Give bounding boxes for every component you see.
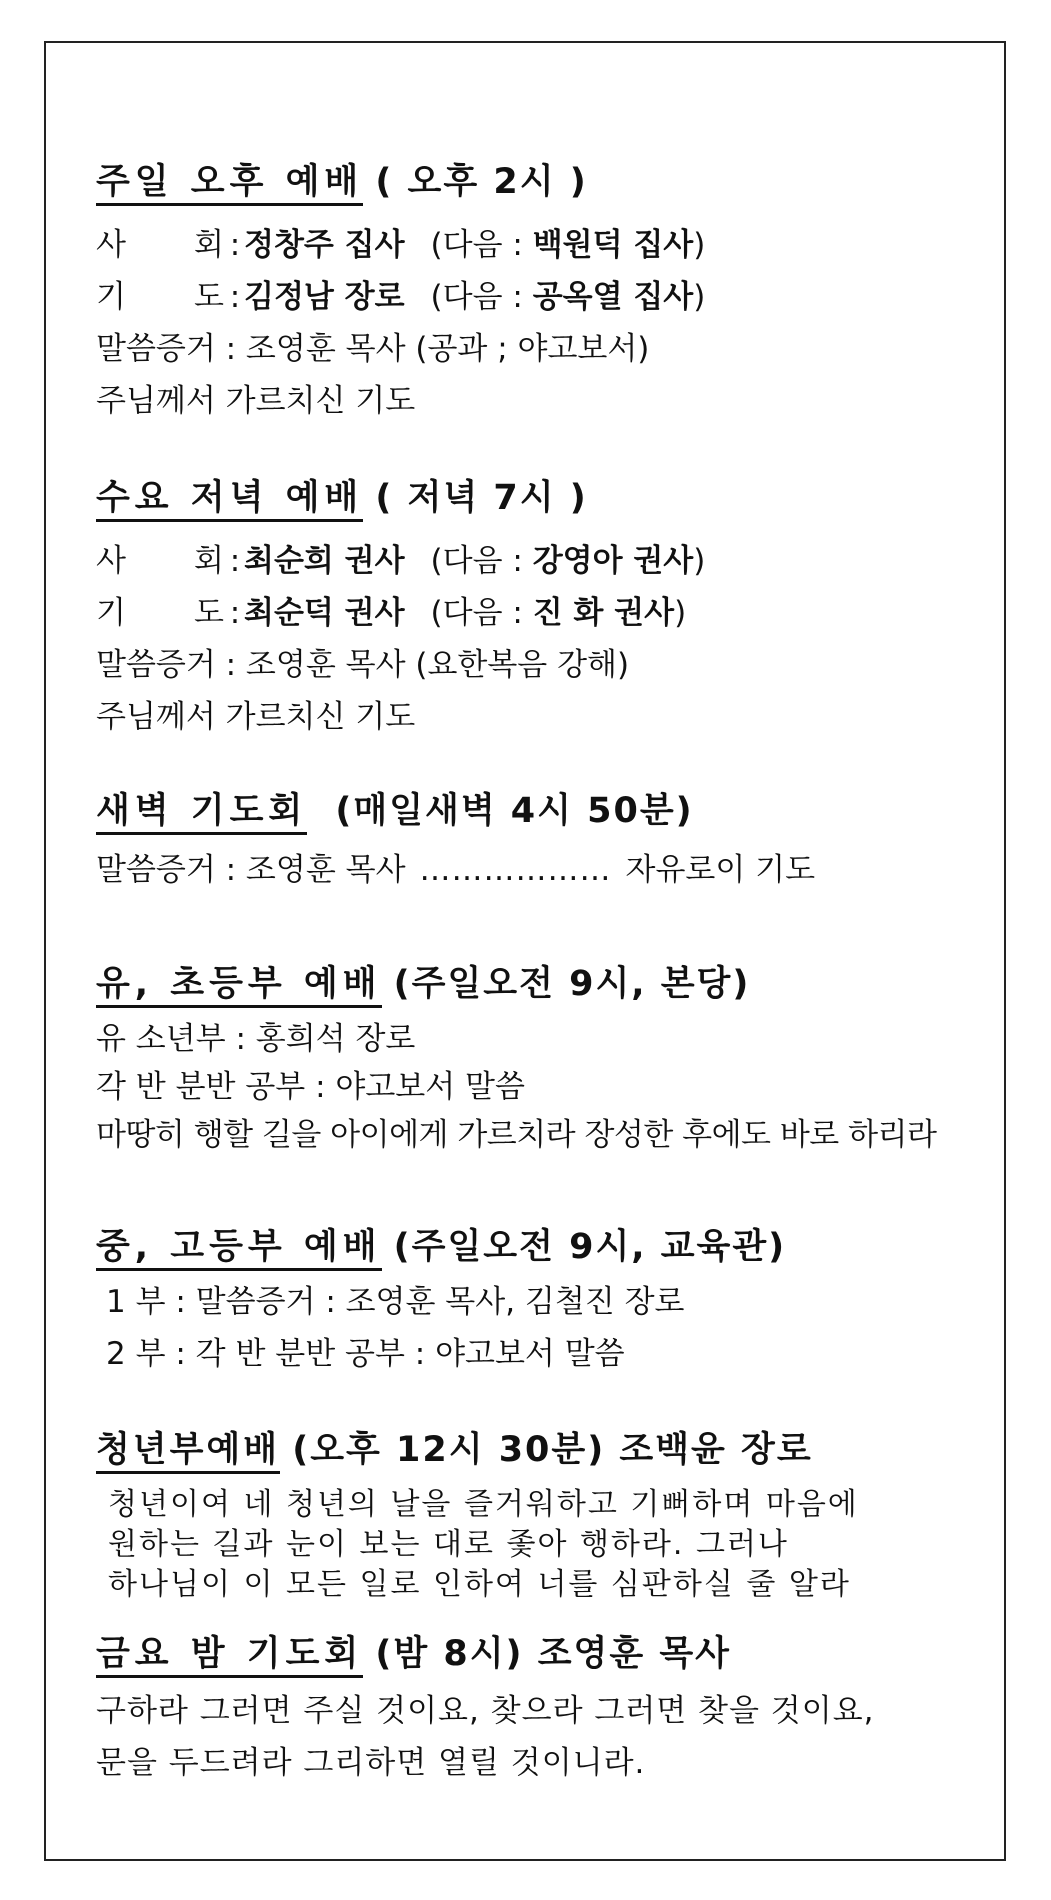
next-presider-name: 강영아 권사 bbox=[532, 543, 694, 579]
role-label: 사 회 bbox=[96, 227, 224, 263]
role-label: 사 회 bbox=[96, 543, 224, 579]
list-item: 2 부 : 각 반 분반 공부 : 야고보서 말씀 bbox=[106, 1336, 625, 1372]
prayer-leader-name: 김정남 장로 bbox=[244, 279, 405, 315]
section-elementary bbox=[96, 961, 976, 1159]
next-close: ) bbox=[674, 595, 687, 631]
presider-name: 정창주 집사 bbox=[244, 227, 405, 263]
list-item: 1 부 : 말씀증거 : 조영훈 목사, 김철진 장로 bbox=[106, 1284, 685, 1320]
section-title: 주일 오후 예배 bbox=[96, 162, 363, 206]
prayer-line: 주님께서 가르치신 기도 bbox=[96, 699, 416, 735]
next-label: (다음 : bbox=[430, 595, 523, 631]
section-time: (오후 12시 30분) 조백윤 장로 bbox=[292, 1430, 813, 1470]
role-label: 기 도 bbox=[96, 279, 224, 315]
verse-line: 청년이여 네 청년의 날을 즐거워하고 기뻐하며 마음에 bbox=[108, 1487, 859, 1522]
section-heading bbox=[96, 1631, 976, 1677]
next-prayer-leader-name: 공옥열 집사 bbox=[532, 279, 694, 315]
section-title: 청년부예배 bbox=[96, 1430, 280, 1474]
section-youth bbox=[96, 1427, 976, 1605]
presider-line: 사 회 : 최순희 권사 (다음 : 강영아 권사) bbox=[96, 535, 976, 587]
section-time: (주일오전 9시, 본당) bbox=[393, 964, 751, 1004]
prayer-line: 주님께서 가르치신 기도 bbox=[96, 383, 416, 419]
free-prayer-text: 자유로이 기도 bbox=[625, 852, 816, 888]
next-close: ) bbox=[693, 227, 706, 263]
role-label: 기 도 bbox=[96, 595, 224, 631]
section-title: 수요 저녁 예배 bbox=[96, 478, 363, 522]
sermon-text: 말씀증거 : 조영훈 목사 bbox=[96, 852, 406, 888]
bulletin-frame bbox=[44, 41, 1006, 1861]
prayer-leader-line: 기 도 : 김정남 장로 (다음 : 공옥열 집사) bbox=[96, 271, 976, 323]
next-label: (다음 : bbox=[430, 279, 523, 315]
section-sunday-afternoon bbox=[96, 159, 976, 427]
section-heading bbox=[96, 1224, 976, 1270]
section-title: 새벽 기도회 bbox=[96, 791, 307, 835]
sermon-line bbox=[96, 844, 976, 896]
section-time: (밤 8시) 조영훈 목사 bbox=[375, 1634, 731, 1674]
list-item: 각 반 분반 공부 : 야고보서 말씀 bbox=[96, 1069, 525, 1105]
verse-line: 문을 두드려라 그리하면 열릴 것이니라. bbox=[96, 1745, 646, 1781]
section-friday-night bbox=[96, 1631, 976, 1789]
section-heading bbox=[96, 788, 976, 834]
section-secondary bbox=[96, 1224, 976, 1380]
sermon-line: 말씀증거 : 조영훈 목사 (요한복음 강해) bbox=[96, 647, 630, 683]
section-heading bbox=[96, 475, 976, 521]
section-time: (매일새벽 4시 50분) bbox=[335, 791, 694, 831]
presider-name: 최순희 권사 bbox=[244, 543, 405, 579]
section-heading bbox=[96, 961, 976, 1007]
section-time: ( 오후 2시 ) bbox=[375, 162, 588, 202]
sermon-line: 말씀증거 : 조영훈 목사 (공과 ; 야고보서) bbox=[96, 331, 650, 367]
verse-line: 구하라 그러면 주실 것이요, 찾으라 그러면 찾을 것이요, bbox=[96, 1693, 875, 1729]
verse-line: 원하는 길과 눈이 보는 대로 좇아 행하라. 그러나 bbox=[108, 1527, 789, 1562]
list-item: 유 소년부 : 홍희석 장로 bbox=[96, 1021, 416, 1057]
section-time: ( 저녁 7시 ) bbox=[375, 478, 588, 518]
next-label: (다음 : bbox=[430, 227, 523, 263]
prayer-leader-line: 기 도 : 최순덕 권사 (다음 : 진 화 권사) bbox=[96, 587, 976, 639]
next-label: (다음 : bbox=[430, 543, 523, 579]
prayer-leader-name: 최순덕 권사 bbox=[244, 595, 405, 631]
section-wednesday-evening bbox=[96, 475, 976, 743]
section-title: 금요 밤 기도회 bbox=[96, 1634, 363, 1678]
next-close: ) bbox=[693, 279, 706, 315]
next-prayer-leader-name: 진 화 권사 bbox=[532, 595, 675, 631]
verse-line: 마땅히 행할 길을 아이에게 가르치라 장성한 후에도 바로 하리라 bbox=[96, 1117, 937, 1153]
leader-dots: ……………… bbox=[419, 852, 612, 888]
section-heading bbox=[96, 1427, 976, 1473]
next-close: ) bbox=[693, 543, 706, 579]
presider-line: 사 회 : 정창주 집사 (다음 : 백원덕 집사) bbox=[96, 219, 976, 271]
section-heading bbox=[96, 159, 976, 205]
next-presider-name: 백원덕 집사 bbox=[532, 227, 694, 263]
section-title: 중, 고등부 예배 bbox=[96, 1227, 382, 1271]
section-dawn-prayer bbox=[96, 788, 976, 896]
verse-line: 하나님이 이 모든 일로 인하여 너를 심판하실 줄 알라 bbox=[108, 1567, 851, 1602]
section-time: (주일오전 9시, 교육관) bbox=[393, 1227, 787, 1267]
section-title: 유, 초등부 예배 bbox=[96, 964, 382, 1008]
